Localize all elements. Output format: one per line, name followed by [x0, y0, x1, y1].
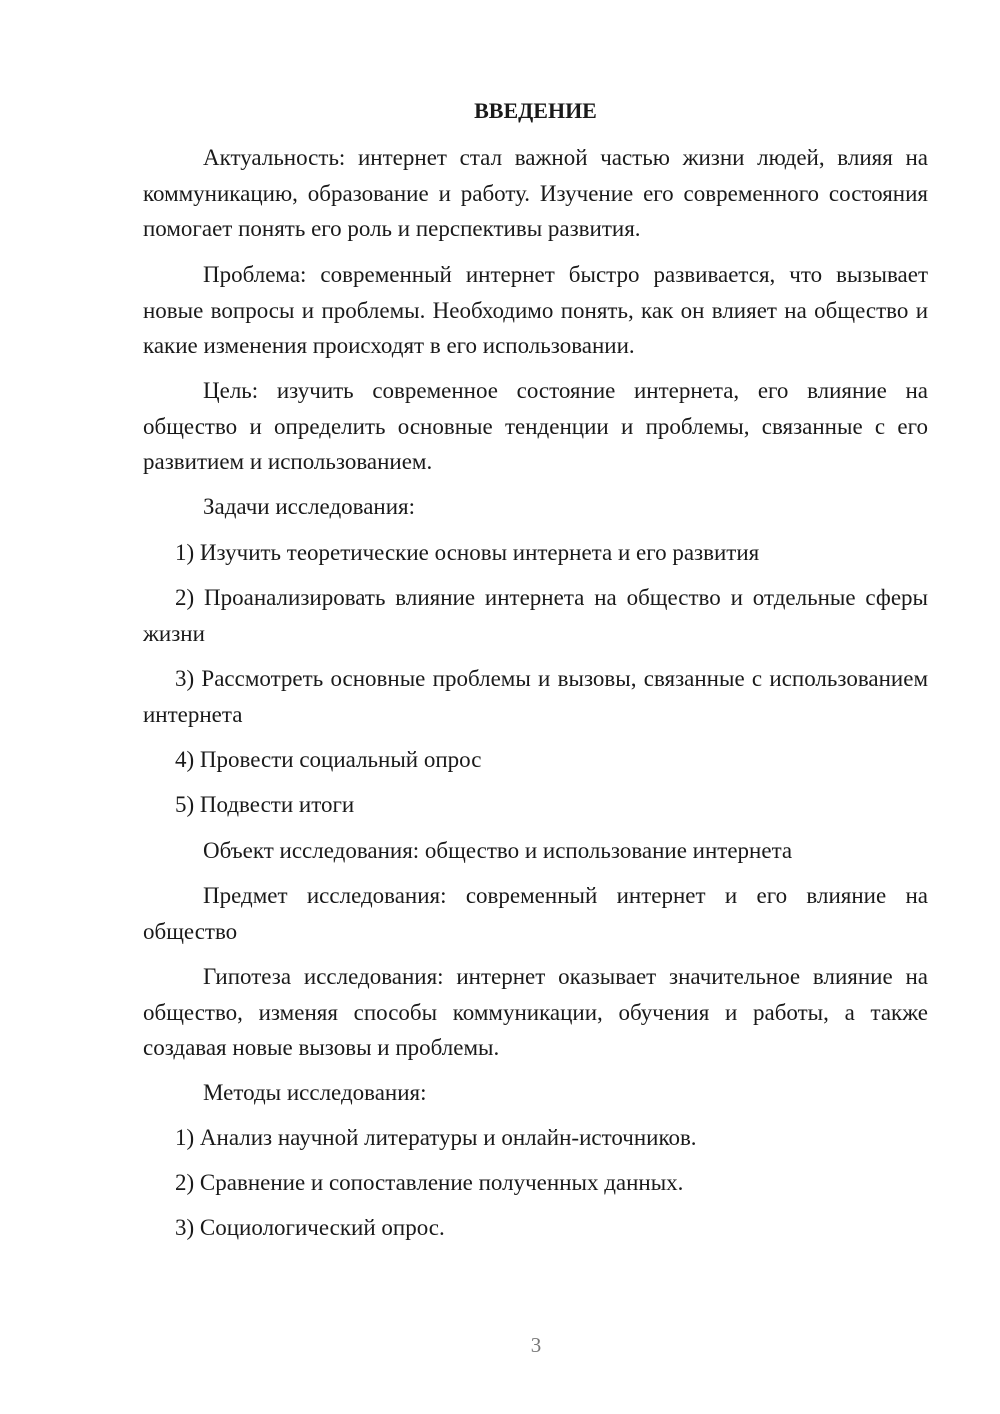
task-item: 4) Провести социальный опрос [175, 747, 482, 772]
method-item: 1) Анализ научной литературы и онлайн-источников. [175, 1125, 697, 1150]
paragraph-object: Объект исследования: общество и использование интернета [203, 838, 793, 863]
task-item: 2) Проанализировать влияние интернета на общество и отдельные сферы жизни [143, 585, 928, 646]
paragraph-actuality: Актуальность: интернет стал важной частью жизни людей, влияя на коммуникацию, образование и работу. Изучение его современного состояния помогает понять его роль и перспективы развития. [143, 145, 928, 241]
page-title: ВВЕДЕНИЕ [474, 98, 597, 123]
paragraph-problem: Проблема: современный интернет быстро развивается, что вызывает новые вопросы и проблемы. Необходимо понять, как он влияет на общество и какие изменения происходят в его использовании. [143, 262, 928, 358]
paragraph-hypothesis: Гипотеза исследования: интернет оказывает значительное влияние на общество, изменяя способы коммуникации, обучения и работы, а также создавая новые вызовы и проблемы. [143, 964, 928, 1060]
page-number: 3 [530, 1333, 542, 1357]
method-item: 2) Сравнение и сопоставление полученных данных. [175, 1170, 684, 1195]
task-item: 3) Рассмотреть основные проблемы и вызовы, связанные с использованием интернета [143, 666, 928, 727]
tasks-title: Задачи исследования: [203, 494, 416, 519]
methods-title: Методы исследования: [203, 1080, 427, 1105]
paragraph-goal: Цель: изучить современное состояние интернета, его влияние на общество и определить основные тенденции и проблемы, связанные с его развитием и использованием. [143, 378, 928, 474]
method-item: 3) Социологический опрос. [175, 1215, 445, 1240]
task-item: 5) Подвести итоги [175, 792, 355, 817]
paragraph-subject: Предмет исследования: современный интернет и его влияние на общество [143, 883, 928, 944]
task-item: 1) Изучить теоретические основы интернета и его развития [175, 540, 760, 565]
